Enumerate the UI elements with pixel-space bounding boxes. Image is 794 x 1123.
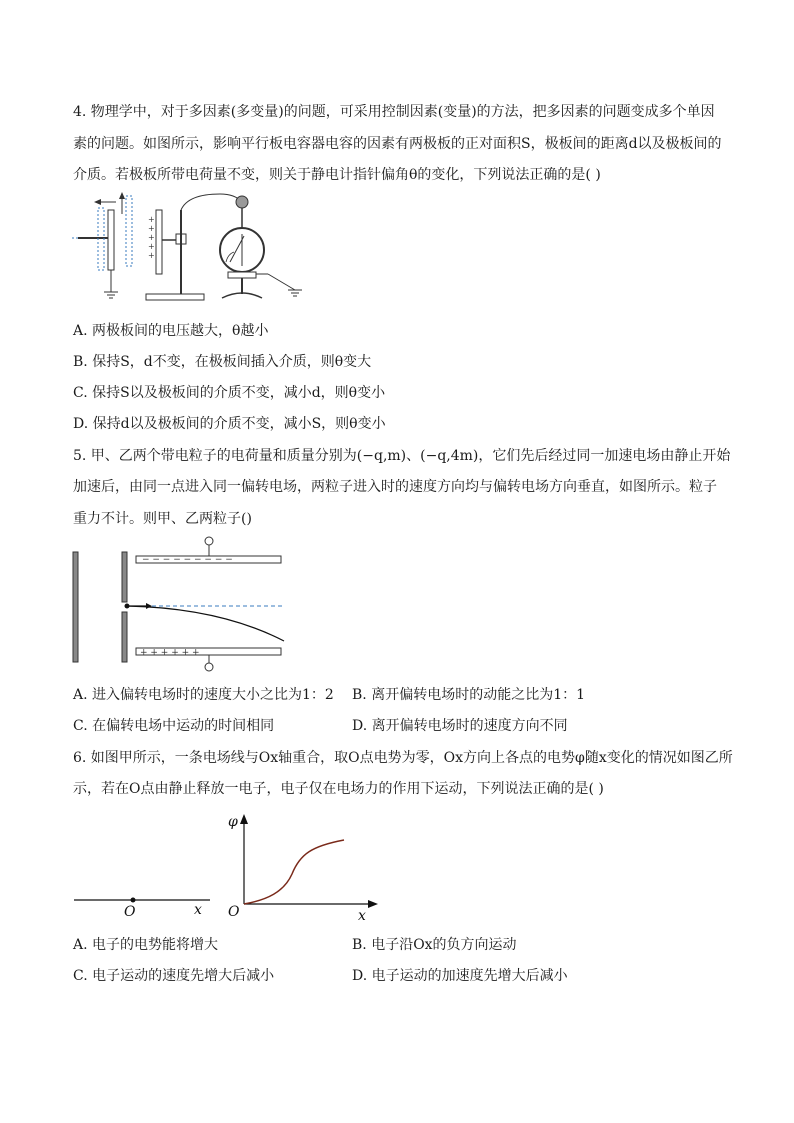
electroscope [220,196,302,298]
deflection-plate-bottom [136,648,281,671]
svg-text:+ + + + +: + + + + + + [140,648,200,658]
q6-stem-line-1: 6. 如图甲所示，一条电场线与Ox轴重合，取O点电势为零，Ox方向上各点的电势φ随x变化的情况如图乙所 [73,750,733,766]
fig-a-origin-label: O [124,904,136,920]
deflection-field-figure [70,536,290,670]
deflection-plate-top [136,537,281,565]
accelerating-plate-left [73,552,78,662]
accelerating-plate-upper [122,552,127,602]
fig-a-axis-label: x [194,902,202,918]
q4-option-b[interactable]: B. 保持S，d不变，在极板间插入介质，则θ变大 [73,354,372,370]
svg-text:+: + [148,233,155,242]
capacitor-electroscope-figure [70,190,310,308]
particle-trajectory [127,606,284,641]
q4-stem-line-1: 4. 物理学中，对于多因素(多变量)的问题，可采用控制因素(变量)的方法，把多因素的问题变成多个单因 [73,104,715,120]
q4-option-c[interactable]: C. 保持S以及极板间的介质不变，减小d，则θ变小 [73,385,386,401]
fig-b-x-label: x [358,908,366,924]
q5-option-a[interactable]: A. 进入偏转电场时的速度大小之比为1：2 [73,687,334,703]
fig-b-origin-label: O [228,904,240,920]
movable-plate [72,192,132,298]
potential-curve [244,840,344,904]
q6-option-d[interactable]: D. 电子运动的加速度先增大后减小 [352,968,568,984]
accelerating-plate-lower [122,612,127,662]
q5-stem-line-1: 5. 甲、乙两个带电粒子的电荷量和质量分别为(−q,m)、(−q,4m)，它们先后经过同一加速电场由静止开始 [73,448,731,464]
q5-stem-line-3: 重力不计。则甲、乙两粒子() [73,511,252,527]
field-line-axis-figure [70,880,220,920]
q5-option-d[interactable]: D. 离开偏转电场时的速度方向不同 [352,718,568,734]
q4-option-d[interactable]: D. 保持d以及极板间的介质不变，减小S，则θ变小 [73,416,386,432]
q6-stem-line-2: 示，若在O点由静止释放一电子，电子仅在电场力的作用下运动，下列说法正确的是( ) [73,781,604,797]
q4-stem-line-3: 介质。若极板所带电荷量不变，则关于静电计指针偏角θ的变化，下列说法正确的是( ) [73,167,601,183]
q6-option-a[interactable]: A. 电子的电势能将增大 [73,937,219,953]
q6-option-c[interactable]: C. 电子运动的速度先增大后减小 [73,968,275,984]
q5-option-c[interactable]: C. 在偏转电场中运动的时间相同 [73,718,275,734]
q4-stem-line-2: 素的问题。如图所示，影响平行板电容器电容的因素有两极板的正对面积S，极板间的距离d以及极板间的 [73,136,722,152]
fig-b-y-label: φ [228,814,238,830]
svg-text:+: + [148,224,155,233]
q6-option-b[interactable]: B. 电子沿Ox的负方向运动 [352,937,517,953]
potential-graph-figure [222,812,382,922]
origin-point [131,898,136,903]
svg-text:+: + [148,251,155,260]
q5-option-b[interactable]: B. 离开偏转电场时的动能之比为1：1 [352,687,586,703]
svg-text:− − − − − − − − −: − − − − − − − − − [142,555,233,565]
q4-option-a[interactable]: A. 两极板间的电压越大，θ越小 [73,323,269,339]
q5-stem-line-2: 加速后，由同一点进入同一偏转电场，两粒子进入时的速度方向均与偏转电场方向垂直，如图所示。粒子 [73,479,717,495]
svg-text:+: + [148,242,155,251]
svg-text:+: + [148,215,155,224]
